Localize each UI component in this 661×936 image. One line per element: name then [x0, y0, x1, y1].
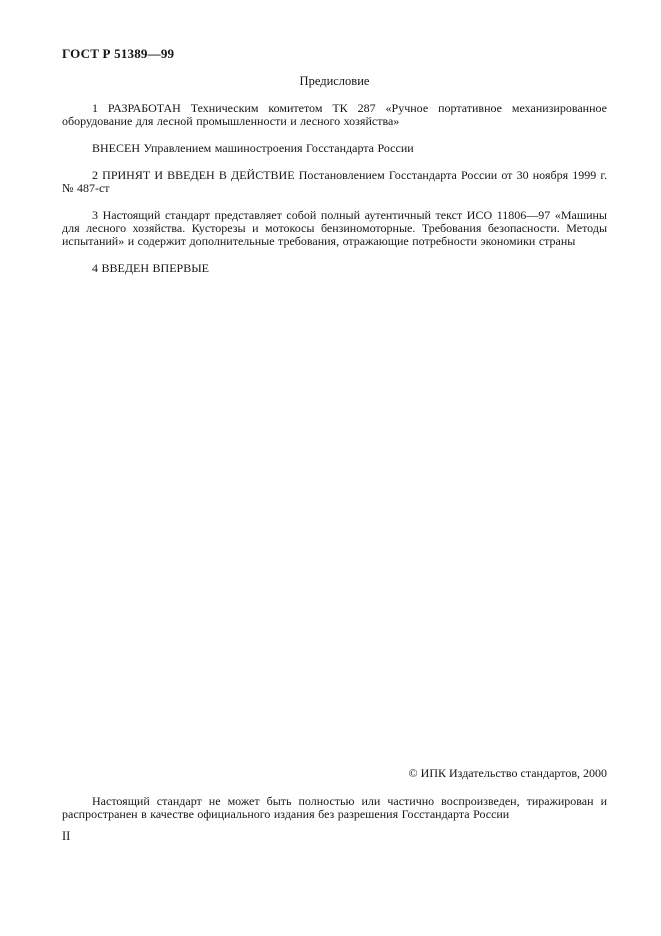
page-number: II — [62, 829, 71, 843]
document-code: ГОСТ Р 51389—99 — [62, 46, 175, 61]
paragraph-adopted: 2 ПРИНЯТ И ВВЕДЕН В ДЕЙСТВИЕ Постановлением Госстандарта России от 30 ноября 1999 г. № 487-ст — [62, 168, 607, 195]
paragraph-first-introduced: 4 ВВЕДЕН ВПЕРВЫЕ — [92, 261, 209, 275]
copyright-line: © ИПК Издательство стандартов, 2000 — [408, 766, 607, 780]
section-title: Предисловие — [299, 74, 370, 88]
distribution-notice: Настоящий стандарт не может быть полностью или частично воспроизведен, тиражирован и распространен в качестве официального издания без разрешения Госстандарта России — [62, 794, 607, 821]
paragraph-developed-by: 1 РАЗРАБОТАН Техническим комитетом ТК 287 «Ручное портативное механизированное оборудование для лесной промышленности и лесного хозяйства» — [62, 101, 607, 128]
page-footer — [62, 767, 607, 843]
paragraph-submitted-by: ВНЕСЕН Управлением машиностроения Госстандарта России — [92, 141, 414, 155]
paragraph-standard-description: 3 Настоящий стандарт представляет собой полный аутентичный текст ИСО 11806—97 «Машины для лесного хозяйства. Кусторезы и мотокосы бензиномоторные. Требования безопасности. Методы испытаний» и содержит дополнительные требования, отражающие потребности экономики страны — [62, 208, 607, 248]
